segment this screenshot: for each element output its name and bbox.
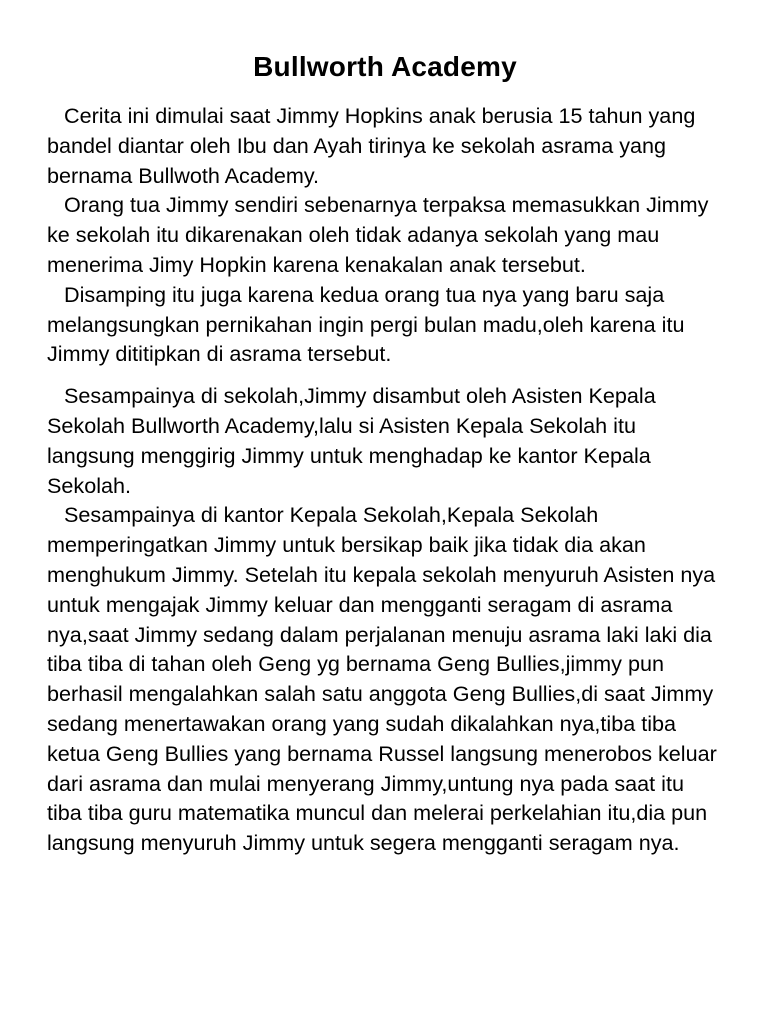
paragraph-4: Sesampainya di sekolah,Jimmy disambut oleh Asisten Kepala Sekolah Bullworth Academy,lalu si Asisten Kepala Sekolah itu langsung menggirig Jimmy untuk menghadap ke kantor Kepala Sekolah.	[47, 383, 656, 498]
paragraph-3: Disamping itu juga karena kedua orang tua nya yang baru saja melangsungkan pernikahan ingin pergi bulan madu,oleh karena itu Jimmy dititipkan di asrama tersebut.	[47, 281, 685, 367]
paragraph-2: Orang tua Jimmy sendiri sebenarnya terpaksa memasukkan Jimmy ke sekolah itu dikarenakan oleh tidak adanya sekolah yang mau menerima Jimy Hopkin karena kenakalan anak tersebut.	[47, 192, 709, 277]
document-body	[47, 101, 723, 858]
paragraph-5: Sesampainya di kantor Kepala Sekolah,Kepala Sekolah memperingatkan Jimmy untuk bersikap baik jika tidak dia akan menghukum Jimmy. Setelah itu kepala sekolah menyuruh Asisten nya untuk mengajak Jimmy keluar dan mengganti seragam di asrama nya,saat Jimmy sedang dalam perjalanan menuju asrama laki laki dia tiba tiba di tahan oleh Geng yg bernama Geng Bullies,jimmy pun berhasil mengalahkan salah satu anggota Geng Bullies,di saat Jimmy sedang menertawakan orang yang sudah dikalahkan nya,tiba tiba ketua Geng Bullies yang bernama Russel langsung menerobos keluar dari asrama dan mulai menyerang Jimmy,untung nya pada saat itu tiba tiba guru matematika muncul dan melerai perkelahian itu,dia pun langsung menyuruh Jimmy untuk segera mengganti seragam nya.	[47, 502, 717, 856]
document-title: Bullworth Academy	[253, 51, 517, 82]
paragraph-1: Cerita ini dimulai saat Jimmy Hopkins anak berusia 15 tahun yang bandel diantar oleh Ibu dan Ayah tirinya ke sekolah asrama yang bernama Bullwoth Academy.	[47, 103, 696, 188]
